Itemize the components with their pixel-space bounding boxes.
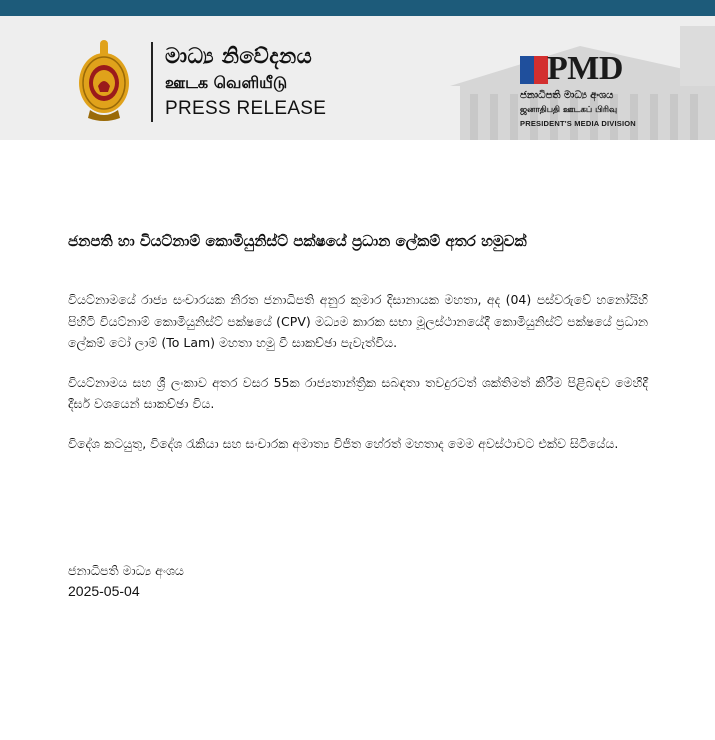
header-divider: [151, 42, 153, 122]
signature-block: [68, 560, 184, 602]
paragraph-2: වියට්නාමය සහ ශ්‍රී ලංකාව අතර වසර 55ක රාජ්‍යතාන්ත්‍රික සබඳතා තවදුරටත් ශක්තිමත් කිරීම පිළිබඳව මෙහිදී දීර්ඝ වශයෙන් සාකච්ඡා විය.: [68, 374, 648, 411]
sri-lanka-emblem-icon: [76, 38, 132, 122]
pmd-name-english: PRESIDENT'S MEDIA DIVISION: [520, 119, 636, 128]
top-accent-bar: [0, 0, 715, 16]
press-release-title-tamil: ஊடக வெளியீடு: [165, 73, 288, 92]
press-release-title-english: PRESS RELEASE: [165, 98, 327, 119]
signature-office: ජනාධිපති මාධ්‍ය අංශය: [68, 563, 184, 578]
letterhead: [0, 16, 715, 140]
press-release-title-sinhala: මාධ්‍ය නිවේදනය: [165, 44, 313, 68]
document-body: [68, 228, 648, 454]
pmd-mark-icon: [520, 56, 548, 84]
paragraph-1: වියට්නාමයේ රාජ්‍ය සංචාරයක නිරත ජනාධිපති අනුර කුමාර දිසානායක මහතා, අද (04) පස්වරුවේ හනෝයිහි පිහිටි වියට්නාම් කොමියුනිස්ට් පක්ෂයේ (CPV) මධ්‍යම කාරක සභා මූලස්ථානයේදී කොමියුනිස්ට් පක්ෂයේ ප්‍රධාන ලේකම් ටෝ ලාම් (To Lam) මහතා හමු වී සාකච්ඡා පැවැත්විය.: [68, 292, 648, 350]
pmd-logo: [520, 50, 650, 128]
pmd-name-tamil: ஜனாதிபதி ஊடகப் பிரிவு: [520, 105, 618, 115]
release-date: 2025-05-04: [68, 583, 140, 599]
paragraph-3: විදේශ කටයුතු, විදේශ රැකියා සහ සංචාරක අමාත්‍ය විජිත හේරත් මහතාද මෙම අවස්ථාවට එක්ව සිටියේය.: [68, 435, 619, 451]
document-title: ජනපති හා වියට්නාම් කොමියුනිස්ට් පක්ෂයේ ප්‍රධාන ලේකම් අතර හමුවක්: [68, 232, 527, 250]
pmd-name-sinhala: ජනාධිපති මාධ්‍ය අංශය: [520, 90, 614, 101]
pmd-logo-text: PMD: [547, 50, 623, 87]
